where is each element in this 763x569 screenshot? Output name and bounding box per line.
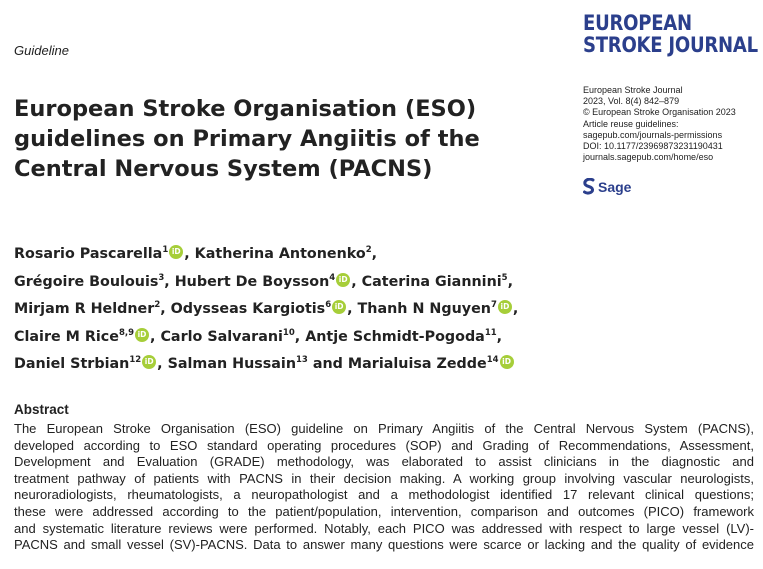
journal-logo-line-1: EUROPEAN bbox=[583, 11, 692, 35]
orcid-icon[interactable] bbox=[500, 355, 514, 369]
affiliation-number: 2 bbox=[154, 300, 161, 310]
affiliation-number: 14 bbox=[486, 355, 499, 365]
abstract-line: and systematic literature reviews were performed. Notably, each PICO was addressed with respect to large vessel (LV)- bbox=[14, 520, 754, 536]
author-separator: , bbox=[294, 328, 301, 345]
title-line: Central Nervous System (PACNS) bbox=[14, 156, 433, 182]
author-separator: and bbox=[307, 356, 343, 372]
author-name[interactable]: Daniel Strbian bbox=[14, 356, 130, 372]
affiliation-number: 4 bbox=[329, 272, 336, 283]
author-separator: , bbox=[496, 328, 503, 345]
sage-logo-icon bbox=[583, 178, 595, 195]
journal-name: European Stroke Journal bbox=[583, 85, 683, 95]
doi[interactable]: DOI: 10.1177/23969873231190431 bbox=[583, 141, 723, 152]
affiliation-number: 3 bbox=[158, 272, 165, 283]
author-line bbox=[14, 239, 584, 267]
orcid-icon[interactable] bbox=[498, 300, 512, 314]
author-name[interactable]: Rosario Pascarella bbox=[14, 246, 163, 262]
abstract-line: developed according to ESO standard operating procedures (SOP) and Grading of Recommendations, Assessment, bbox=[14, 437, 754, 453]
abstract-body bbox=[14, 421, 754, 554]
affiliation-number: 10 bbox=[282, 327, 295, 338]
article-type-label: Guideline bbox=[14, 43, 69, 58]
author-name[interactable]: Carlo Salvarani bbox=[160, 328, 283, 345]
volume-info: 2023, Vol. 8(4) 842–879 bbox=[583, 96, 680, 107]
publisher-logo bbox=[583, 178, 631, 195]
author-separator: , bbox=[157, 356, 163, 372]
publisher-name: Sage bbox=[598, 178, 632, 195]
author-name[interactable]: Salman Hussain bbox=[167, 356, 297, 372]
author-separator: , bbox=[160, 301, 166, 317]
author-separator: , bbox=[150, 328, 156, 345]
author-separator: , bbox=[507, 273, 514, 290]
abstract-line: PACNS and small vessel (SV)-PACNS. Data to answer many questions were scarce or lacking and the quality of evidence bbox=[14, 537, 754, 553]
author-line bbox=[14, 294, 584, 322]
journal-logo bbox=[583, 12, 758, 56]
affiliation-number: 13 bbox=[296, 355, 308, 365]
author-name[interactable]: Thanh N Nguyen bbox=[357, 301, 491, 317]
abstract-line: The European Stroke Organisation (ESO) guideline on Primary Angiitis of the Central Nervous System (PACNS), bbox=[14, 421, 754, 436]
affiliation-number: 8,9 bbox=[118, 327, 135, 338]
journal-meta bbox=[583, 85, 759, 163]
orcid-icon[interactable] bbox=[142, 355, 156, 369]
author-name[interactable]: Antje Schmidt-Pogoda bbox=[305, 328, 485, 345]
orcid-icon[interactable] bbox=[135, 328, 149, 342]
author-name[interactable]: Odysseas Kargiotis bbox=[170, 301, 326, 317]
author-separator: , bbox=[164, 273, 170, 290]
abstract-line: these were addressed according to the patient/population, intervention, comparison and outcomes (PICO) framework bbox=[14, 503, 754, 519]
author-name[interactable]: Hubert De Boysson bbox=[174, 273, 330, 290]
author-name[interactable]: Grégoire Boulouis bbox=[14, 273, 159, 290]
author-separator: , bbox=[347, 301, 353, 317]
author-name[interactable]: Marialuisa Zedde bbox=[347, 356, 487, 372]
author-line bbox=[14, 267, 584, 295]
reuse-label: Article reuse guidelines: bbox=[583, 118, 679, 129]
author-name[interactable]: Caterina Giannini bbox=[361, 273, 502, 290]
journal-home-link[interactable]: journals.sagepub.com/home/eso bbox=[583, 152, 714, 163]
affiliation-number: 12 bbox=[129, 355, 142, 365]
author-line bbox=[14, 322, 584, 350]
affiliation-number: 1 bbox=[162, 245, 169, 255]
author-name[interactable]: Katherina Antonenko bbox=[194, 246, 366, 262]
abstract-line: Development and Evaluation (GRADE) methodology, was elaborated to assist clinicians in the diagnostic and bbox=[14, 454, 754, 470]
abstract-heading: Abstract bbox=[14, 402, 69, 417]
author-separator: , bbox=[512, 301, 519, 317]
author-name[interactable]: Mirjam R Heldner bbox=[14, 301, 155, 317]
abstract-line: treatment pathway of patients with PACNS in their decision making. A working group involving vascular neurologists, bbox=[14, 470, 754, 486]
abstract-line: neuroradiologists, rheumatologists, a neuropathologist and a methodologist identified 17 relevant clinical questions; bbox=[14, 487, 754, 503]
author-separator: , bbox=[371, 246, 378, 262]
orcid-icon[interactable] bbox=[169, 245, 183, 259]
permissions-link[interactable]: sagepub.com/journals-permissions bbox=[583, 129, 723, 140]
author-list bbox=[14, 239, 584, 377]
copyright: © European Stroke Organisation 2023 bbox=[583, 107, 736, 118]
affiliation-number: 7 bbox=[490, 300, 497, 310]
affiliation-number: 5 bbox=[501, 272, 508, 283]
title-line: guidelines on Primary Angiitis of the bbox=[14, 126, 480, 152]
orcid-icon[interactable] bbox=[332, 300, 346, 314]
affiliation-number: 6 bbox=[325, 300, 332, 310]
affiliation-number: 11 bbox=[484, 327, 497, 338]
author-name[interactable]: Claire M Rice bbox=[14, 328, 119, 345]
author-separator: , bbox=[351, 273, 357, 290]
author-line bbox=[14, 349, 584, 377]
affiliation-number: 2 bbox=[365, 245, 372, 255]
article-title bbox=[14, 94, 534, 184]
author-separator: , bbox=[184, 246, 190, 262]
journal-logo-line-2: STROKE JOURNAL bbox=[583, 33, 758, 57]
orcid-icon[interactable] bbox=[336, 273, 350, 287]
title-line: European Stroke Organisation (ESO) bbox=[14, 96, 477, 122]
